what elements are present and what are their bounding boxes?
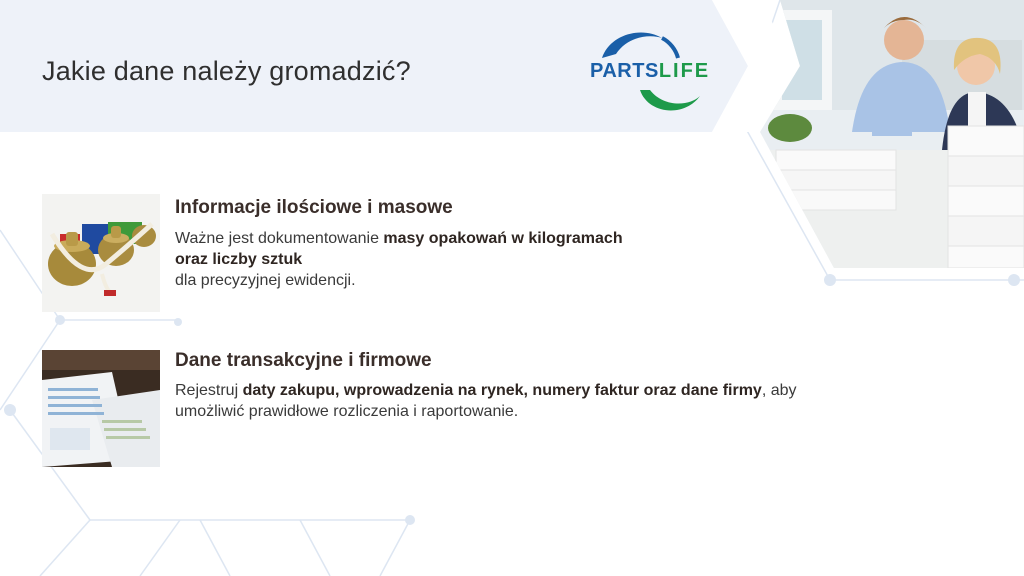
logo-text-parts: PARTS	[590, 60, 659, 82]
item-heading-quantity: Informacje ilościowe i masowe	[175, 197, 453, 218]
item-description-quantity	[175, 228, 735, 291]
item-text-bold: masy opakowań w kilogramach	[383, 230, 623, 247]
logo-text-life: LIFE	[658, 60, 711, 82]
two-people-with-paper-stacks-photo	[742, 0, 1024, 268]
item-text-part: , aby umożliwić prawidłowe rozliczenia i raportowanie.	[175, 382, 797, 420]
item-description-transactional	[175, 380, 835, 422]
page-title: Jakie dane należy gromadzić?	[42, 56, 411, 86]
invoice-documents-image	[42, 350, 160, 467]
item-text-part: dla precyzyjnej ewidencji.	[175, 272, 356, 289]
weights-and-measuring-tape-image	[42, 194, 160, 312]
item-text-part: Rejestruj	[175, 382, 243, 399]
partslife-logo	[588, 28, 712, 114]
item-text-part: Ważne jest dokumentowanie	[175, 230, 384, 247]
item-heading-transactional: Dane transakcyjne i firmowe	[175, 350, 432, 371]
item-text-bold: oraz liczby sztuk	[175, 251, 303, 268]
item-text-bold: daty zakupu, wprowadzenia na rynek, numery faktur oraz dane firmy	[242, 382, 762, 399]
